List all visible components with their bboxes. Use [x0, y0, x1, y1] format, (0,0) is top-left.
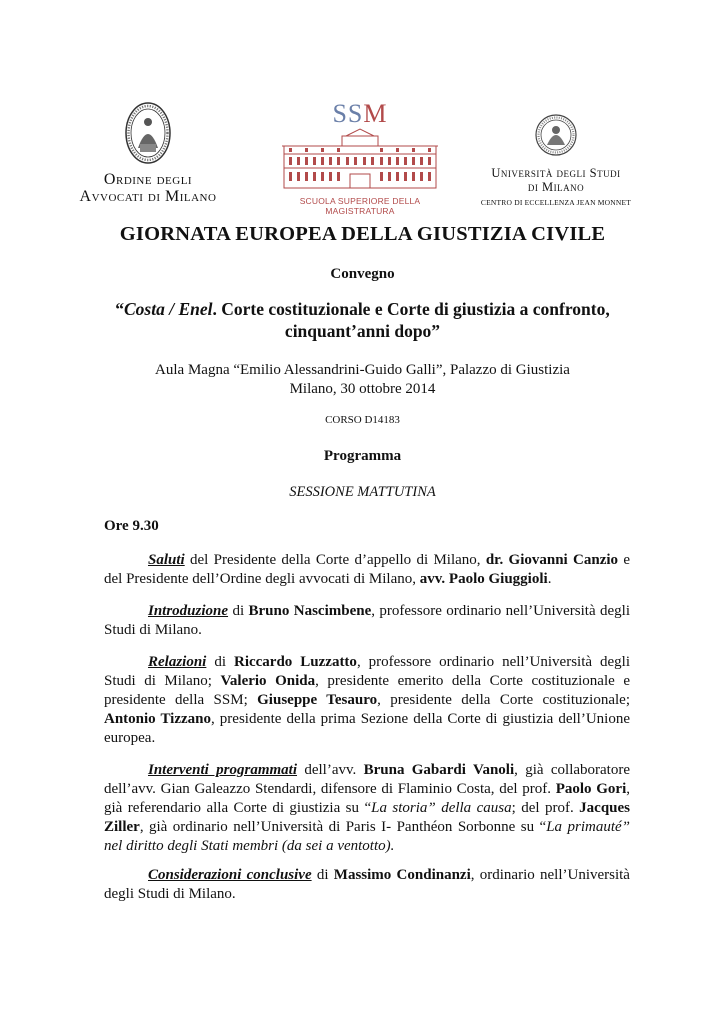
course-code: CORSO D14183: [325, 414, 400, 426]
program-item-introduzione: Introduzione di Bruno Nascimbene, professore ordinario nell’Università degli Studi di Milano.: [104, 603, 631, 638]
ordine-avvocati-logo: [78, 100, 218, 205]
program-item-interventi: Interventi programmati dell’avv. Bruna Gabardi Vanoli, già collaboratore dell’avv. Gian Galeazzo Stendardi, difensore di Flaminio Costa, del prof. Paolo Gori, già referendario alla Corte di giustizia su “La storia” della causa; del prof. Jacques Ziller, già ordinario nell’Università di Paris I- Panthéon Sorbonne su “La primauté” nel diritto degli Stati membri (da sei a ventotto).: [104, 762, 631, 854]
ssm-title: SSM: [332, 99, 388, 128]
start-time: Ore 9.30: [104, 518, 159, 534]
programma-heading: Programma: [323, 448, 402, 464]
conference-subtitle: “Costa / Enel. Corte costituzionale e Corte di giustizia a confronto, cinquant’anni dopo”: [115, 299, 610, 341]
program-item-considerazioni: Considerazioni conclusive di Massimo Condinanzi, ordinario nell’Università degli Studi di Milano.: [104, 867, 630, 902]
venue-line2: Milano, 30 ottobre 2014: [289, 381, 436, 397]
ordine-line1: Ordine degli: [103, 171, 193, 188]
session-heading: SESSIONE MATTUTINA: [289, 484, 436, 500]
unimi-line3: CENTRO DI ECCELLENZA JEAN MONNET: [480, 198, 632, 207]
unimi-line1: Università degli Studi: [491, 166, 621, 180]
program-item-saluti: Saluti del Presidente della Corte d’appello di Milano, dr. Giovanni Canzio e del Presidente dell’Ordine degli avvocati di Milano, avv. Paolo Giuggioli.: [104, 552, 630, 587]
ordine-seal-icon: [123, 100, 173, 166]
venue-line1: Aula Magna “Emilio Alessandrini-Guido Galli”, Palazzo di Giustizia: [155, 362, 570, 378]
page-title: GIORNATA EUROPEA DELLA GIUSTIZIA CIVILE: [119, 223, 606, 245]
ordine-line2: Avvocati di Milano: [79, 188, 217, 205]
convegno-label: Convegno: [330, 266, 395, 282]
unimi-line2: di Milano: [527, 180, 585, 194]
unimi-seal-icon: [534, 113, 578, 157]
unimi-logo: [476, 113, 636, 207]
venue: [60, 361, 665, 399]
ssm-logo: [279, 100, 441, 216]
program-item-relazioni: Relazioni di Riccardo Luzzatto, professore ordinario nell’Università degli Studi di Milano; Valerio Onida, presidente emerito della Corte costituzionale e presidente della SSM; Giuseppe Tesauro, presidente della Corte costituzionale; Antonio Tizzano, presidente della prima Sezione della Corte di giustizia dell’Unione europea.: [104, 654, 631, 746]
palazzo-building-icon: [280, 128, 440, 190]
ssm-subtitle: SCUOLA SUPERIORE DELLA MAGISTRATURA: [299, 196, 421, 216]
